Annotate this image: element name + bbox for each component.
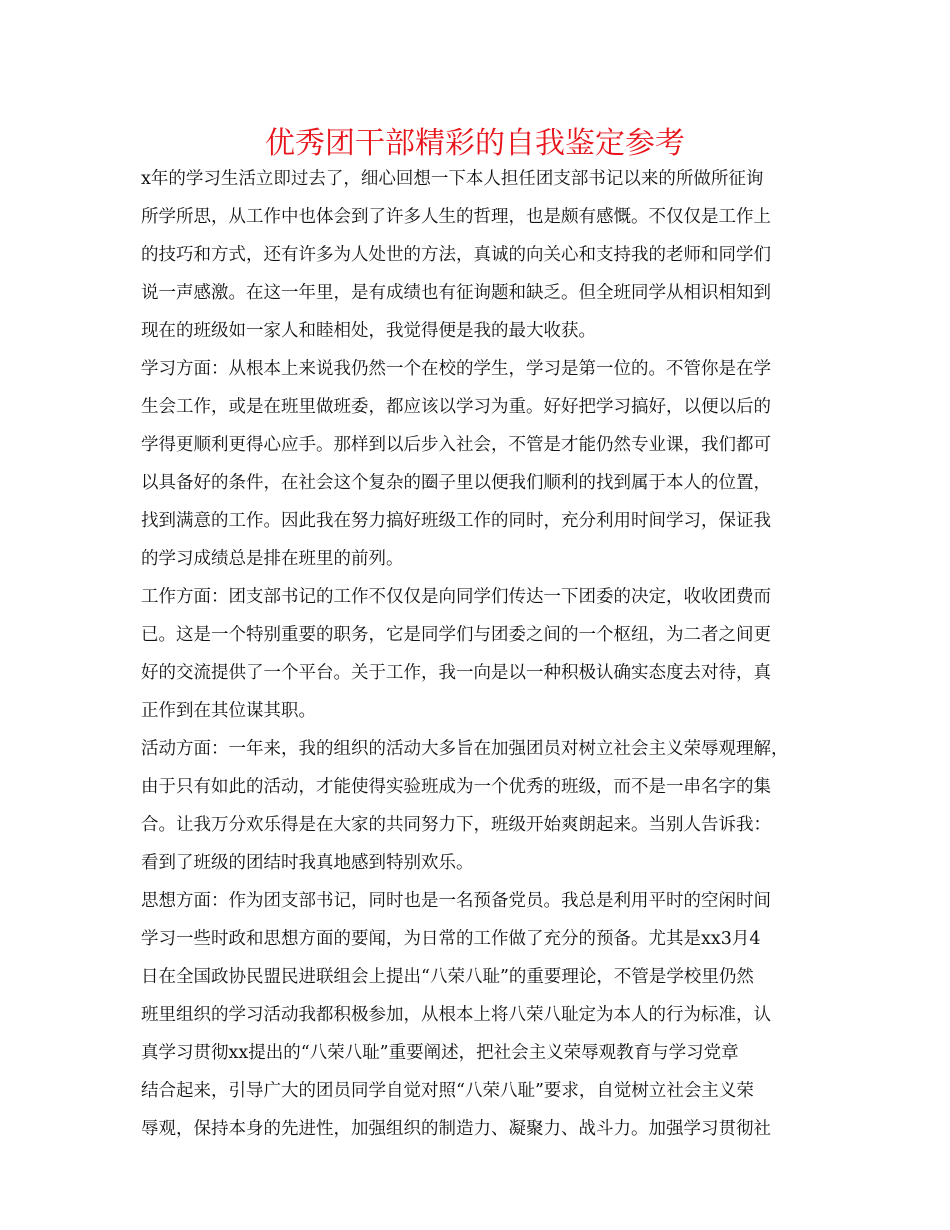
body-line: 看到了班级的团结时我真地感到特别欢乐。 (141, 853, 474, 873)
body-line: 说一声感激。在这一年里，是有成绩也有征询题和缺乏。但全班同学从相识相知到 (141, 283, 771, 303)
body-line: 正作到在其位谋其职。 (141, 701, 316, 721)
body-line: 的学习成绩总是排在班里的前列。 (141, 549, 404, 569)
body-line: 的技巧和方式，还有许多为人处世的方法，真诚的向关心和支持我的老师和同学们 (141, 245, 771, 265)
body-line: 学得更顺利更得心应手。那样到以后步入社会，不管是才能仍然专业课，我们都可 (141, 435, 771, 455)
body-line: 辱观，保持本身的先进性，加强组织的制造力、凝聚力、战斗力。加强学习贯彻社 (141, 1119, 771, 1139)
body-line: 真学习贯彻xx提出的“八荣八耻”重要阐述，把社会主义荣辱观教育与学习党章 (141, 1043, 739, 1063)
body-line: 好的交流提供了一个平台。关于工作，我一向是以一种积极认确实态度去对待，真 (141, 663, 771, 683)
body-line: 学习一些时政和思想方面的要闻，为日常的工作做了充分的预备。尤其是xx3月4 (141, 929, 761, 949)
body-line: x年的学习生活立即过去了，细心回想一下本人担任团支部书记以来的所做所征询 (141, 169, 764, 189)
body-line: 已。这是一个特别重要的职务，它是同学们与团委之间的一个枢纽，为二者之间更 (141, 625, 771, 645)
body-line: 思想方面：作为团支部书记，同时也是一名预备党员。我总是利用平时的空闲时间 (141, 891, 771, 911)
body-line: 找到满意的工作。因此我在努力搞好班级工作的同时，充分利用时间学习，保证我 (141, 511, 771, 531)
body-line: 结合起来，引导广大的团员同学自觉对照“八荣八耻”要求，自觉树立社会主义荣 (141, 1081, 754, 1101)
body-line: 合。让我万分欢乐得是在大家的共同努力下，班级开始爽朗起来。当别人告诉我： (141, 815, 771, 835)
body-line: 工作方面：团支部书记的工作不仅仅是向同学们传达一下团委的决定，收收团费而 (141, 587, 771, 607)
body-line: 以具备好的条件，在社会这个复杂的圈子里以便我们顺利的找到属于本人的位置， (141, 473, 771, 493)
body-line: 由于只有如此的活动，才能使得实验班成为一个优秀的班级，而不是一串名字的集 (141, 777, 771, 797)
body-line: 学习方面：从根本上来说我仍然一个在校的学生，学习是第一位的。不管你是在学 (141, 359, 771, 379)
body-line: 现在的班级如一家人和睦相处，我觉得便是我的最大收获。 (141, 321, 596, 341)
body-line: 日在全国政协民盟民进联组会上提出“八荣八耻”的重要理论，不管是学校里仍然 (141, 967, 754, 987)
document-body (141, 160, 821, 1148)
body-line: 活动方面：一年来，我的组织的活动大多旨在加强团员对树立社会主义荣辱观理解， (141, 739, 789, 759)
body-line: 生会工作，或是在班里做班委，都应该以学习为重。好好把学习搞好，以便以后的 (141, 397, 771, 417)
document-title: 优秀团干部精彩的自我鉴定参考 (265, 126, 685, 161)
body-line: 所学所思，从工作中也体会到了许多人生的哲理，也是颇有感慨。不仅仅是工作上 (141, 207, 771, 227)
body-line: 班里组织的学习活动我都积极参加，从根本上将八荣八耻定为本人的行为标准，认 (141, 1005, 771, 1025)
